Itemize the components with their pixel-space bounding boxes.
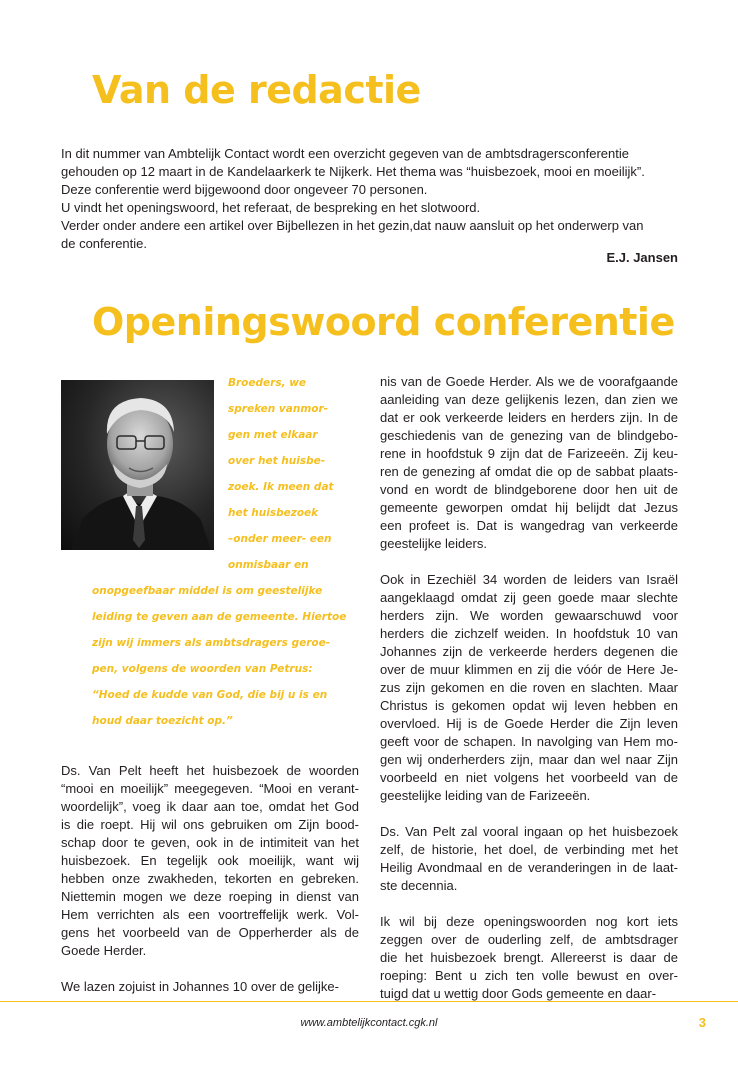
- text-line: vond en wordt de blindgeborene door hen uit de: [380, 482, 678, 497]
- text-line: gen wij onderherders zijn, maar dan wel naar Zijn: [380, 752, 678, 767]
- text-line: zelf, de historie, het doel, de verbinding met het: [380, 842, 678, 857]
- text-line: gemeente geworpen omdat hij belijdt dat Jezus: [380, 500, 678, 515]
- text-line: Ook in Ezechiël 34 worden de leiders van Israël: [380, 572, 678, 587]
- quote-line: gen met elkaar: [228, 429, 318, 441]
- text-line: huisbezoek. En tegelijk ook moeilijk, want wij: [61, 853, 359, 868]
- quote-line: “Hoed de kudde van God, die bij u is en: [92, 689, 328, 701]
- footer-divider: [0, 1001, 738, 1002]
- text-line: roeping: Bent u zich ten volle bewust en over-: [380, 968, 678, 983]
- quote-line: zoek. Ik meen dat: [228, 481, 334, 493]
- intro-line: Verder onder andere een artikel over Bijbellezen in het gezin,dat nauw aansluit op het onderwerp van: [61, 218, 644, 233]
- text-line: dat er ook verkeerde leiders en herders zijn. In de: [380, 410, 678, 425]
- text-line: schap door te geven, ook in de intimiteit van het: [61, 835, 359, 850]
- quote-line: houd daar toezicht op.”: [92, 715, 233, 727]
- text-line: We lazen zojuist in Johannes 10 over de gelijke-: [61, 979, 339, 994]
- text-line: [380, 895, 678, 913]
- text-line: aangeklaagd omdat zij geen goede maar slechte: [380, 590, 678, 605]
- text-line: nis van de Goede Herder. Als we de voorafgaande: [380, 374, 678, 389]
- page-number: 3: [698, 1015, 706, 1030]
- text-line: ste decennia.: [380, 878, 458, 893]
- quote-line: het huisbezoek: [228, 507, 319, 519]
- text-line: zus zijn gekomen en die roven en slachten. Maar: [380, 680, 678, 695]
- speaker-photo: [61, 380, 214, 550]
- text-line: hebben onze zwakheden, tekorten en gebreken.: [61, 871, 359, 886]
- text-line: [380, 553, 678, 571]
- quote-line: leiding te geven aan de gemeente. Hiertoe: [92, 611, 347, 623]
- quote-line: –onder meer- een: [228, 533, 332, 545]
- intro-paragraph: [61, 145, 678, 253]
- text-line: geschiedenis van de genezing van de blindgebo-: [380, 428, 678, 443]
- intro-line: gehouden op 12 maart in de Kandelaarkerk te Nijkerk. Het thema was “huisbezoek, mooi en moeilijk”.: [61, 164, 645, 179]
- text-line: Ds. Van Pelt zal vooral ingaan op het huisbezoek: [380, 824, 678, 839]
- text-line: herders die zichzelf weiden. In hoofdstuk 10 van: [380, 626, 678, 641]
- text-line: Johannes zijn de verkeerde herders degenen die: [380, 644, 678, 659]
- article-column-right: [380, 373, 678, 1003]
- text-line: [61, 960, 359, 978]
- article-column-left: [61, 762, 359, 996]
- text-line: woordelijk”, voeg ik daar aan toe, omdat het God: [61, 799, 359, 814]
- intro-line: U vindt het openingswoord, het referaat, de bespreking en het slotwoord.: [61, 200, 481, 215]
- text-line: Christus is gekomen opdat wij leven hebben en: [380, 698, 678, 713]
- text-line: rene in hoofdstuk 9 zijn dat de Farizeeën. Zij keu-: [380, 446, 678, 461]
- text-line: ren de genezing af omdat die op de sabbat plaats-: [380, 464, 678, 479]
- text-line: die het huisbezoek brengt. Allereerst is daar de: [380, 950, 678, 965]
- text-line: [380, 805, 678, 823]
- heading-openingswoord: Openingswoord conferentie: [92, 300, 675, 344]
- text-line: Hem verrichten als een voortreffelijk werk. Vol-: [61, 907, 359, 922]
- text-line: overvloed. Hij is de Goede Herder die Zijn leven: [380, 716, 678, 731]
- text-line: over de muur klimmen en zij die vóór de Here Je-: [380, 662, 678, 677]
- text-line: geeft voor de schapen. In navolging van Hem mo-: [380, 734, 678, 749]
- text-line: Ik wil bij deze openingswoorden nog kort iets: [380, 914, 678, 929]
- footer-url: www.ambtelijkcontact.cgk.nl: [300, 1017, 438, 1029]
- intro-line: de conferentie.: [61, 236, 148, 251]
- text-line: een profeet is. Dat is wangedrag van verkeerde: [380, 518, 678, 533]
- quote-line: zijn wij immers als ambtsdragers geroe-: [92, 637, 331, 649]
- quote-line: pen, volgens de woorden van Petrus:: [92, 663, 313, 675]
- text-line: “mooi en moeilijk” meegegeven. “Mooi en verant-: [61, 781, 359, 796]
- text-line: herders zijn. We worden gewaarschuwd voor: [380, 608, 678, 623]
- intro-line: In dit nummer van Ambtelijk Contact wordt een overzicht gegeven van de ambtsdragersconferentie: [61, 146, 629, 161]
- text-line: voorbeeld en niet volgens het voorbeeld van de: [380, 770, 678, 785]
- text-line: aanleiding van deze gelijkenis lezen, dan zien we: [380, 392, 678, 407]
- text-line: Ds. Van Pelt heeft het huisbezoek de woorden: [61, 763, 359, 778]
- pull-quote-top: [228, 370, 334, 578]
- quote-line: over het huisbe-: [228, 455, 326, 467]
- quote-line: onmisbaar en: [228, 559, 309, 571]
- text-line: Goede Herder.: [61, 943, 147, 958]
- quote-line: spreken vanmor-: [228, 403, 329, 415]
- heading-van-de-redactie: Van de redactie: [92, 68, 421, 112]
- intro-line: Deze conferentie werd bijgewoond door ongeveer 70 personen.: [61, 182, 428, 197]
- pull-quote-bottom: [92, 578, 346, 734]
- quote-line: onopgeefbaar middel is om geestelijke: [92, 585, 323, 597]
- text-line: Heilig Avondmaal en de veranderingen in de laat-: [380, 860, 678, 875]
- text-line: is die roept. Hij wil ons gebruiken om Zijn bood-: [61, 817, 359, 832]
- text-line: geestelijke leiding van de Farizeeën.: [380, 788, 591, 803]
- quote-line: Broeders, we: [228, 377, 307, 389]
- text-line: Niettemin mogen we deze roeping in dienst van: [61, 889, 359, 904]
- text-line: tuigd dat u wettig door Gods gemeente en daar-: [380, 986, 657, 1001]
- text-line: gens het voorbeeld van de Opperherder als de: [61, 925, 359, 940]
- text-line: geestelijke leiders.: [380, 536, 487, 551]
- author-name: E.J. Jansen: [606, 250, 678, 265]
- text-line: zeggen over de ouderling zelf, de ambtsdrager: [380, 932, 678, 947]
